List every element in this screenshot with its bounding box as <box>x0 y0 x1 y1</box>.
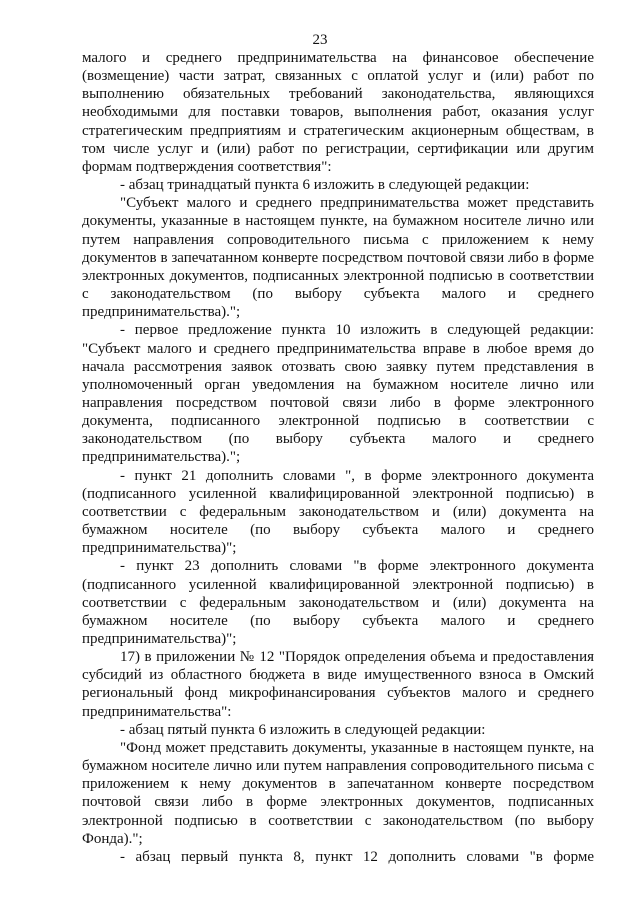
paragraph-amendment-instruction: - абзац пятый пункта 6 изложить в следующей редакции: <box>120 721 486 738</box>
paragraph-quoted-text: "Фонд может представить документы, указанные в настоящем пункте, на бумажном носителе лично или путем направления сопроводительного письма с приложением к нему документов в запечатанном конверте посредством почтовой связи либо в форме электронных документов, подписанных электронной подписью в соответствии с законодательством (по выбору Фонда)."; <box>82 739 594 847</box>
paragraph-amendment-instruction: - первое предложение пункта 10 изложить в следующей редакции: "Субъект малого и среднего предпринимательства вправе в любое время до начала рассмотрения заявок отозвать свою заявку путем представления в уполномоченный орган уведомления на бумажном носителе лично или направления посредством почтовой связи либо в форме электронного документа, подписанного электронной подписью в соответствии с законодательством (по выбору субъекта малого и среднего предпринимательства)."; <box>82 322 594 466</box>
paragraph-quoted-text: "Субъект малого и среднего предпринимательства может представить документы, указанные в настоящем пункте, на бумажном носителе лично или путем направления сопроводительного письма с приложением к нему документов в запечатанном конверте посредством почтовой связи либо в форме электронных документов, подписанных электронной подписью в соответствии с законодательством (по выбору субъекта малого и среднего предпринимательства)."; <box>82 195 594 321</box>
paragraph-amendment-instruction: - абзац первый пункта 8, пункт 12 дополнить словами "в форме <box>120 848 594 865</box>
document-body <box>82 49 594 866</box>
paragraph-amendment-instruction: - абзац тринадцатый пункта 6 изложить в следующей редакции: <box>120 177 530 194</box>
paragraph-amendment-instruction: - пункт 21 дополнить словами ", в форме электронного документа (подписанного усиленной квалифицированной электронной подписью) в соответствии с федеральным законодательством и (или) документа на бумажном носителе (по выбору субъекта малого и среднего предпринимательства)"; <box>82 467 594 557</box>
paragraph-continuation: малого и среднего предпринимательства на финансовое обеспечение (возмещение) части затрат, связанных с оплатой услуг и (или) работ по выполнению обязательных требований законодательства, являющихся необходимыми для поставки товаров, выполнения работ, оказания услуг стратегическим предприятиям и стратегическим акционерным обществам, в том числе услуг и (или) работ по регистрации, сертификации или другим формам подтверждения соответствия": <box>82 50 594 175</box>
paragraph-item-17: 17) в приложении № 12 "Порядок определения объема и предоставления субсидий из областного бюджета в виде имущественного взноса в Омский региональный фонд микрофинансирования субъектов малого и среднего предпринимательства": <box>82 649 594 720</box>
paragraph-amendment-instruction: - пункт 23 дополнить словами "в форме электронного документа (подписанного усиленной квалифицированной электронной подписью) в соответствии с федеральным законодательством и (или) документа на бумажном носителе (по выбору субъекта малого и среднего предпринимательства)"; <box>82 558 594 647</box>
page-number: 23 <box>312 32 328 48</box>
